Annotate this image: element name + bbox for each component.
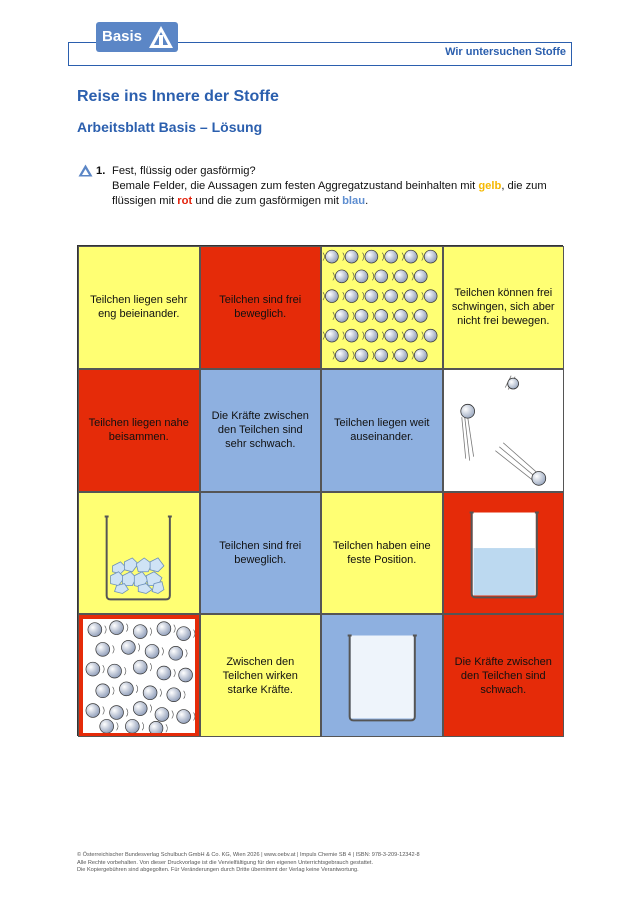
particle (133, 660, 147, 674)
cell-r2c3[interactable] (321, 369, 443, 492)
particle (335, 310, 348, 323)
cell-r1c1[interactable] (78, 246, 200, 369)
particle (143, 685, 157, 699)
cell-r2c4[interactable] (443, 369, 565, 492)
particle (155, 707, 169, 721)
particle (133, 624, 147, 638)
particle (404, 330, 417, 343)
particle (355, 270, 368, 283)
gas-particles-icon (444, 369, 564, 491)
cell-text: Teilchen liegen weit auseinander. (334, 417, 430, 444)
basis-logo (96, 22, 178, 52)
word-yellow: gelb (478, 180, 502, 192)
particle (157, 666, 171, 680)
particle (100, 719, 114, 733)
particle (120, 682, 134, 696)
cell-text: Teilchen liegen sehr eng beieinander. (90, 294, 188, 321)
particle (414, 310, 427, 323)
particle (145, 644, 159, 658)
particle (88, 622, 102, 636)
particle (404, 251, 417, 264)
instr-text-4: . (365, 195, 369, 207)
cell-r3c3[interactable] (321, 492, 443, 615)
task-number: 1. (96, 165, 106, 177)
task-instruction (112, 179, 572, 209)
instr-text-1: Bemale Felder, die Aussagen zum festen Aggregatzustand beinhalten mit (112, 180, 479, 192)
particle (110, 620, 124, 634)
page-title: Reise ins Innere der Stoffe (77, 88, 279, 105)
task-question: Fest, flüssig oder gasförmig? (112, 165, 256, 177)
cell-text: Die Kräfte zwischen den Teilchen sind schwach. (454, 655, 552, 696)
particle (345, 251, 358, 264)
cell-text: Zwischen den Teilchen wirken starke Kräfte. (222, 655, 298, 696)
particle (414, 349, 427, 362)
beaker-ice-icon (79, 492, 199, 614)
particle (424, 290, 437, 303)
particle (424, 330, 437, 343)
particle (110, 705, 124, 719)
solid-particles-icon (322, 246, 442, 368)
particle (177, 626, 191, 640)
particle (404, 290, 417, 303)
section-title: Wir untersuchen Stoffe (445, 46, 566, 58)
particle (169, 646, 183, 660)
cell-text: Teilchen sind frei beweglich. (219, 294, 302, 321)
cell-r2c1[interactable] (78, 369, 200, 492)
particle (325, 330, 338, 343)
cell-r3c4[interactable] (443, 492, 565, 615)
word-red: rot (177, 195, 193, 207)
cell-text: Teilchen haben eine feste Position. (332, 539, 431, 566)
particle (125, 719, 139, 733)
footer (77, 852, 577, 875)
cell-r3c1[interactable] (78, 492, 200, 615)
particle (335, 349, 348, 362)
footer-line-1: © Österreichischer Bundesverlag Schulbuch GmbH & Co. KG, Wien 2026 | www.oebv.at | Impuls Chemie SB 4 | ISBN: 978-3-209-12342-8 (77, 852, 420, 858)
beaker-liquid-icon (444, 492, 564, 614)
instr-text-3: und die zum gasförmigen mit (192, 195, 343, 207)
cell-text: Teilchen können frei schwingen, sich aber nicht frei bewegen. (451, 287, 555, 328)
cell-r1c3[interactable] (321, 246, 443, 369)
particle (133, 701, 147, 715)
cell-r4c1[interactable] (78, 614, 200, 737)
particle (355, 349, 368, 362)
particle (179, 668, 193, 682)
particle (355, 310, 368, 323)
particle (375, 310, 388, 323)
cell-r4c4[interactable] (443, 614, 565, 737)
footer-line-2: Alle Rechte vorbehalten. Von dieser Druckvorlage ist die Vervielfältigung für den eigenen Unterrichtsgebrauch gestattet. (77, 859, 374, 866)
particle (335, 270, 348, 283)
cell-text: Teilchen liegen nahe beisammen. (88, 417, 189, 444)
beaker-empty-icon (322, 615, 442, 737)
particle (414, 270, 427, 283)
particle (121, 640, 135, 654)
particle (325, 251, 338, 264)
cell-r4c2[interactable] (200, 614, 322, 737)
particle (149, 721, 163, 733)
particle (96, 684, 110, 698)
particle (395, 349, 408, 362)
particle (395, 270, 408, 283)
liquid-particles-icon (83, 619, 195, 733)
instr-text-2: , die zum flüssigen mit (112, 180, 547, 207)
particle (365, 290, 378, 303)
particle (325, 290, 338, 303)
cell-r4c3[interactable] (321, 614, 443, 737)
particle (345, 290, 358, 303)
particle (375, 270, 388, 283)
particle (96, 642, 110, 656)
particle (395, 310, 408, 323)
cell-r2c2[interactable] (200, 369, 322, 492)
cell-r1c2[interactable] (200, 246, 322, 369)
particle (424, 251, 437, 264)
particle (365, 251, 378, 264)
particle (167, 687, 181, 701)
footer-line-3: Die Kopiergebühren sind abgegolten. Für Veränderungen durch Dritte übernimmt der Verlag keine Verantwortung. (77, 867, 359, 873)
particle (157, 621, 171, 635)
cell-r3c2[interactable] (200, 492, 322, 615)
word-blue: blau (342, 195, 366, 207)
cell-r1c4[interactable] (443, 246, 565, 369)
page-subtitle: Arbeitsblatt Basis – Lösung (77, 119, 263, 135)
level-triangle-icon (78, 164, 93, 177)
particle (375, 349, 388, 362)
state-grid (77, 245, 563, 736)
cell-text: Die Kräfte zwischen den Teilchen sind sehr schwach. (211, 410, 309, 451)
particle (385, 330, 398, 343)
particle (86, 703, 100, 717)
particle (385, 290, 398, 303)
particle (86, 662, 100, 676)
particle (365, 330, 378, 343)
logo-text: Basis (102, 28, 143, 45)
cell-text: Teilchen sind frei beweglich. (219, 539, 302, 566)
particle (345, 330, 358, 343)
particle (177, 709, 191, 723)
triangle-logo-icon (148, 25, 174, 49)
particle (108, 664, 122, 678)
particle (385, 251, 398, 264)
